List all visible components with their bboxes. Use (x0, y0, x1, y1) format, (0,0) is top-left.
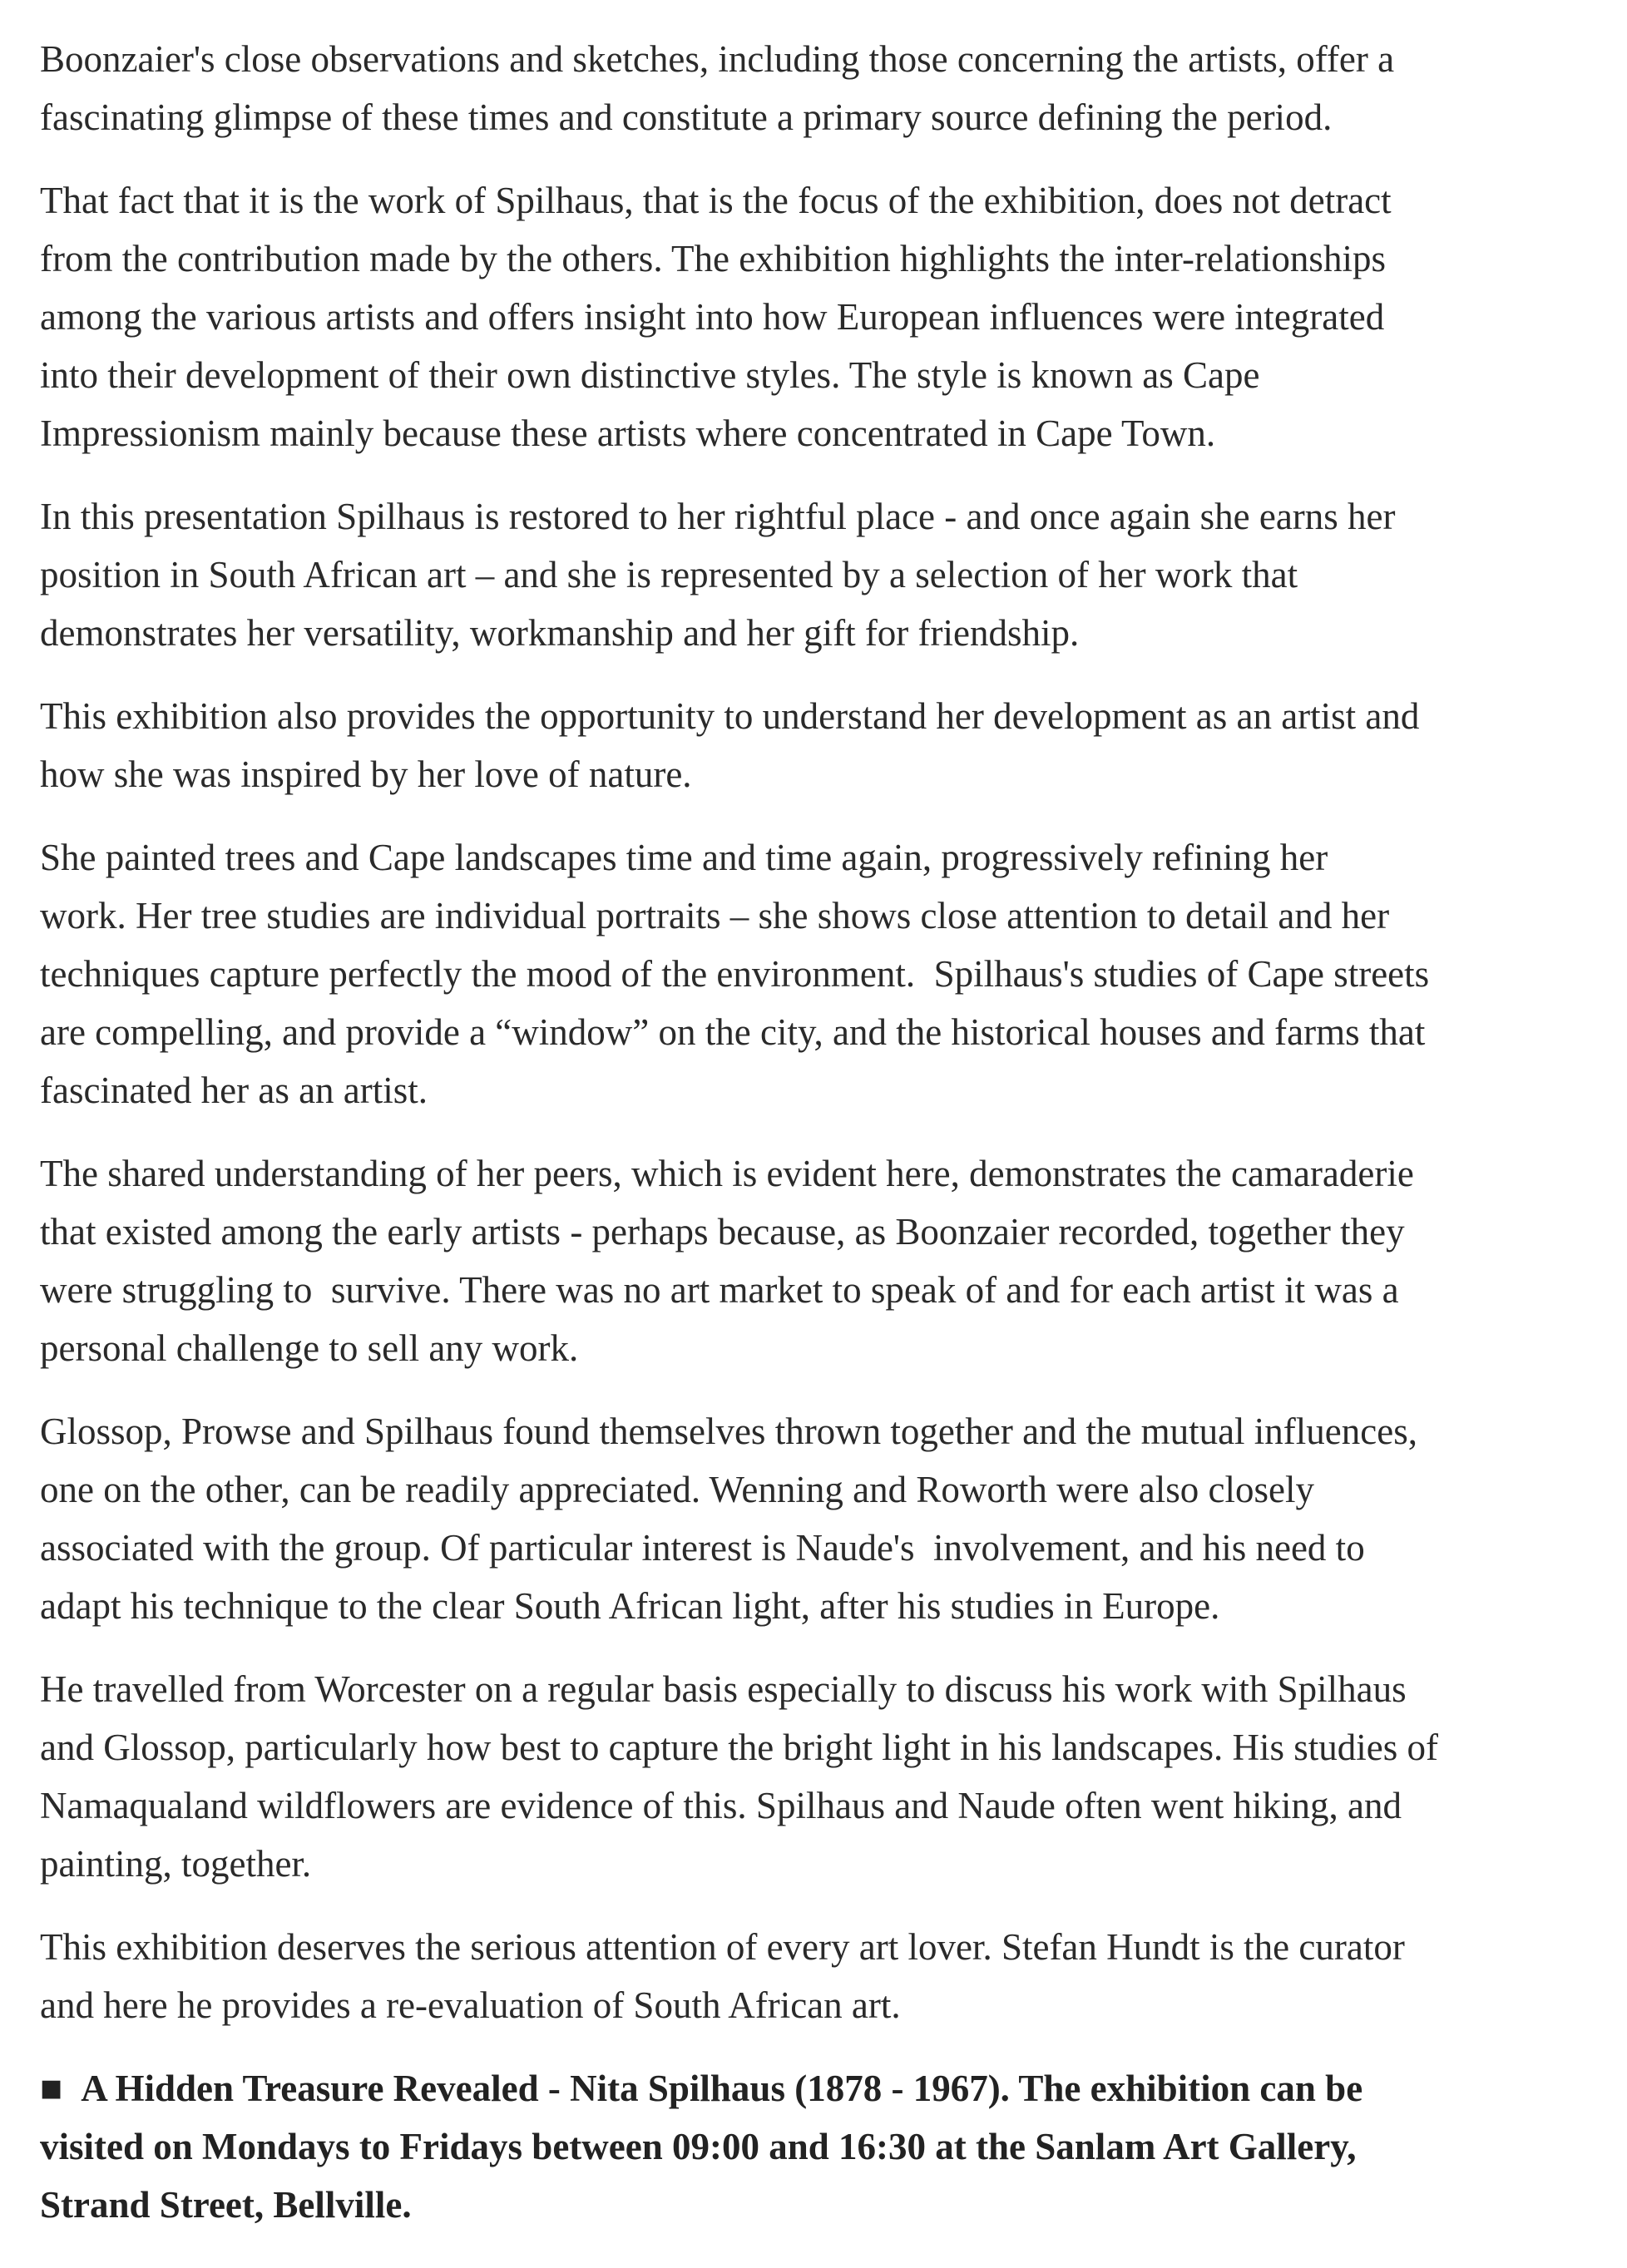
paragraph-development: This exhibition also provides the opportunity to understand her development as an artist and how she was inspired by her love of nature. (40, 695, 1420, 795)
square-bullet-icon: ■ (40, 2068, 63, 2109)
paragraph-spilhaus-focus: That fact that it is the work of Spilhaus, that is the focus of the exhibition, does not detract from the contribution made by the others. The exhibition highlights the inter-relationships among the various artists and offers insight into how European influences were integrated into their development of their own distinctive styles. The style is known as Cape Impressionism mainly because these artists where concentrated in Cape Town. (40, 180, 1392, 454)
exhibition-details-text: A Hidden Treasure Revealed - Nita Spilhaus (1878 - 1967). The exhibition can be visited on Mondays to Fridays between 09:00 and 16:30 at the Sanlam Art Gallery, Strand Street, Bellville. (40, 2068, 1363, 2226)
article-body (40, 30, 1604, 2234)
paragraph-camaraderie: The shared understanding of her peers, which is evident here, demonstrates the camaraderie that existed among the early artists - perhaps because, as Boonzaier recorded, together they were struggling to survive. There was no art market to speak of and for each artist it was a personal challenge to sell any work. (40, 1153, 1414, 1369)
exhibition-details (40, 2059, 1604, 2234)
paragraph-naude-travels: He travelled from Worcester on a regular basis especially to discuss his work with Spilhaus and Glossop, particularly how best to capture the bright light in his landscapes. His studies of Namaqualand wildflowers are evidence of this. Spilhaus and Naude often went hiking, and painting, together. (40, 1668, 1438, 1885)
paragraph-boonzaier-observations: Boonzaier's close observations and sketches, including those concerning the artists, offer a fascinating glimpse of these times and constitute a primary source defining the period. (40, 38, 1395, 138)
paragraph-restored-place: In this presentation Spilhaus is restored to her rightful place - and once again she earns her position in South African art – and she is represented by a selection of her work that demonstrates her versatility, workmanship and her gift for friendship. (40, 496, 1396, 654)
paragraph-trees-landscapes: She painted trees and Cape landscapes time and time again, progressively refining her work. Her tree studies are individual portraits – she shows close attention to detail and her techniques capture perfectly the mood of the environment. Spilhaus's studies of Cape streets are compelling, and provide a “window” on the city, and the historical houses and farms that fascinated her as an artist. (40, 837, 1430, 1111)
paragraph-mutual-influences: Glossop, Prowse and Spilhaus found themselves thrown together and the mutual influences, one on the other, can be readily appreciated. Wenning and Roworth were also closely associated with the group. Of particular interest is Naude's involvement, and his need to adapt his technique to the clear South African light, after his studies in Europe. (40, 1411, 1417, 1627)
paragraph-curator: This exhibition deserves the serious attention of every art lover. Stefan Hundt is the curator and here he provides a re-evaluation of South African art. (40, 1926, 1405, 2026)
